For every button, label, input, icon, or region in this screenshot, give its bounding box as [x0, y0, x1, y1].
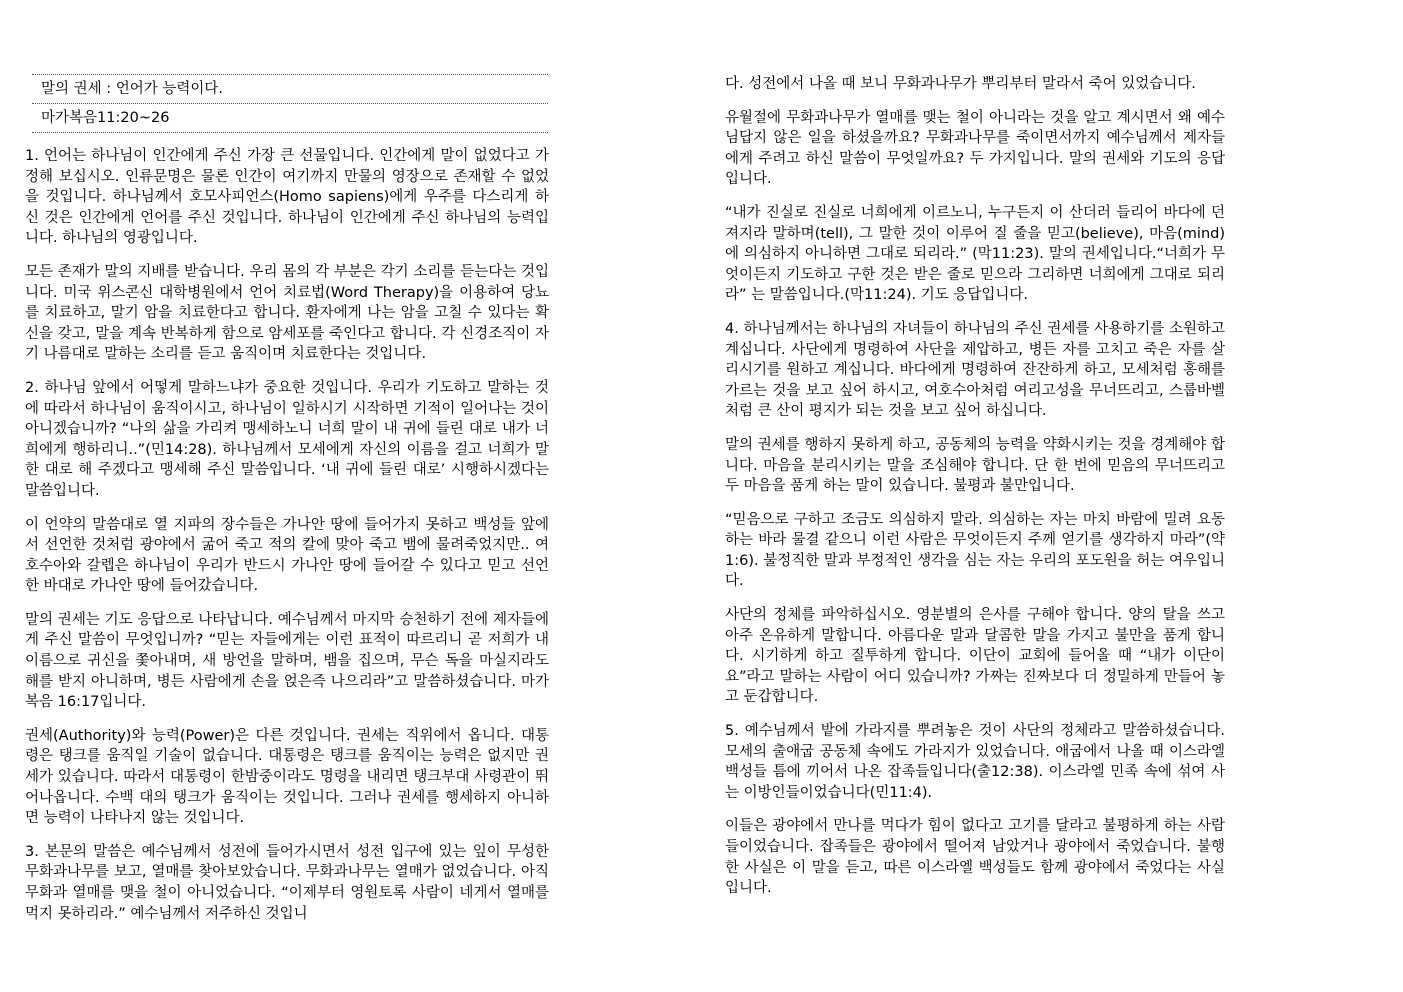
paragraph: 1. 언어는 하나님이 인간에게 주신 가장 큰 선물입니다. 인간에게 말이 없었다고 가정해 보십시오. 인류문명은 물론 인간이 여기까지 만물의 영장으로 존재할 수 없었을 것입니다. 하나님께서 호모사피언스(Homo sapiens)에게 우주를 다스리게 하신 것은 인간에게 언어를 주신 것입니다. 하나님이 인간에게 주신 하나님의 능력입니다. 하나님의 영광입니다.	[25, 148, 549, 247]
sermon-header	[32, 74, 548, 133]
paragraph: 이들은 광야에서 만나를 먹다가 힘이 없다고 고기를 달라고 불평하게 하는 사람들이었습니다. 잡족들은 광야에서 떨어져 남았거나 광야에서 죽었습니다. 불행한 사실은 이 말을 듣고, 따른 이스라엘 백성들도 함께 광야에서 죽었다는 사실입니다.	[725, 818, 1225, 897]
paragraph: 3. 본문의 말씀은 예수님께서 성전에 들어가시면서 성전 입구에 있는 잎이 무성한 무화과나무를 보고, 열매를 찾아보았습니다. 무화과나무는 열매가 없었습니다. 아직 무화과 열매를 맺을 철이 아니었습니다. “이제부터 영원토록 사람이 네게서 열매를 먹지 못하리라.” 예수님께서 저주하신 것입니	[25, 843, 549, 922]
paragraph: 권세(Authority)와 능력(Power)은 다른 것입니다. 권세는 직위에서 옵니다. 대통령은 탱크를 움직일 기술이 없습니다. 대통령은 탱크를 움직이는 능력은 없지만 권세가 있습니다. 따라서 대통령이 한밤중이라도 명령을 내리면 탱크부대 사령관이 뛰어나옵니다. 수백 대의 탱크가 움직이는 것입니다. 그러나 권세를 행세하지 아니하면 능력이 나타나지 않는 것입니다.	[25, 727, 549, 827]
left-column	[25, 146, 549, 924]
paragraph: 이 언약의 말씀대로 열 지파의 장수들은 가나안 땅에 들어가지 못하고 백성들 앞에서 선언한 것처럼 광야에서 굶어 죽고 적의 칼에 맞아 죽고 뱀에 물려죽었지만.. 여호수아와 갈렙은 하나님이 우리가 반드시 가나안 땅에 들어갈 수 있다고 믿고 선언한 바대로 가나안 땅에 들어갔습니다.	[25, 516, 549, 595]
right-column	[725, 74, 1225, 899]
paragraph: 말의 권세는 기도 응답으로 나타납니다. 예수님께서 마지막 승천하기 전에 제자들에게 주신 말씀이 무엇입니까? “믿는 자들에게는 이런 표적이 따르리니 곧 저희가 내 이름으로 귀신을 쫓아내며, 새 방언을 말하며, 뱀을 집으며, 무슨 독을 마실지라도 해를 받지 아니하며, 병든 사람에게 손을 얹은즉 나으리라”고 말씀하셨습니다. 마가복음 16:17입니다.	[25, 611, 549, 711]
paragraph: 말의 권세를 행하지 못하게 하고, 공동체의 능력을 약화시키는 것을 경계해야 합니다. 마음을 분리시키는 말을 조심해야 합니다. 단 한 번에 믿음의 무너뜨리고 두 마음을 품게 하는 말이 있습니다. 불평과 불만입니다.	[725, 436, 1225, 495]
paragraph: 유월절에 무화과나무가 열매를 맺는 철이 아니라는 것을 알고 계시면서 왜 예수님답지 않은 일을 하셨을까요? 무화과나무를 죽이면서까지 예수님께서 제자들에게 주려고 하신 말씀이 무엇일까요? 두 가지입니다. 말의 권세와 기도의 응답입니다.	[725, 109, 1225, 188]
paragraph: 다. 성전에서 나올 때 보니 무화과나무가 뿌리부터 말라서 죽어 있었습니다.	[725, 76, 1196, 92]
divider	[32, 132, 548, 133]
paragraph: 5. 예수님께서 밭에 가라지를 뿌려놓은 것이 사단의 정체라고 말씀하셨습니다. 모세의 출애굽 공동체 속에도 가라지가 있었습니다. 애굽에서 나올 때 이스라엘 백성들 틈에 끼어서 나온 잡족들입니다(출12:38). 이스라엘 민족 속에 섞여 사는 이방인들이었습니다(민11:4).	[725, 723, 1225, 801]
paragraph: “믿음으로 구하고 조금도 의심하지 말라. 의심하는 자는 마치 바람에 밀려 요동하는 바라 물결 같으니 이런 사람은 무엇이든지 주께 얻기를 생각하지 마라”(약1:6). 불정직한 말과 부정적인 생각을 심는 자는 우리의 포도원을 허는 여우입니다.	[725, 511, 1225, 590]
paragraph: 2. 하나님 앞에서 어떻게 말하느냐가 중요한 것입니다. 우리가 기도하고 말하는 것에 따라서 하나님이 움직이시고, 하나님이 일하시기 시작하면 기적이 일어나는 것이 아니겠습니까? “나의 삶을 가리켜 맹세하노니 너희 말이 내 귀에 들린 대로 내가 너희에게 행하리니..”(민14:28). 하나님께서 모세에게 자신의 이름을 걸고 너희가 말한 대로 해 주겠다고 맹세해 주신 말씀입니다. ‘내 귀에 들린 대로’ 시행하시겠다는 말씀입니다.	[25, 379, 549, 499]
paragraph: 모든 존재가 말의 지배를 받습니다. 우리 몸의 각 부분은 각기 소리를 듣는다는 것입니다. 미국 위스콘신 대학병원에서 언어 치료법(Word Therapy)을 이용하여 당뇨를 치료하고, 말기 암을 치료한다고 합니다. 환자에게 나는 암을 고칠 수 있다는 확신을 갖고, 말을 계속 반복하게 함으로 암세포를 죽인다고 합니다. 각 신경조직이 자기 나름대로 말하는 소리를 듣고 움직이며 치료한다는 것입니다.	[25, 263, 549, 363]
paragraph: 사단의 정체를 파악하십시오. 영분별의 은사를 구해야 합니다. 양의 탈을 쓰고 아주 온유하게 말합니다. 아름다운 말과 달콤한 말을 가지고 불만을 품게 합니다. 시기하게 하고 질투하게 합니다. 이단이 교회에 들어올 때 “내가 이단이요”라고 말하는 사람이 어디 있습니까? 가짜는 진짜보다 더 정밀하게 만들어 놓고 둔갑합니다.	[725, 607, 1225, 706]
paragraph: “내가 진실로 진실로 너희에게 이르노니, 누구든지 이 산더러 들리어 바다에 던져지라 말하며(tell), 그 말한 것이 이루어 질 줄을 믿고(believe), 마음(mind)에 의심하지 아니하면 그대로 되리라.” (막11:23). 말의 권세입니다.“너희가 무엇이든지 기도하고 구한 것은 받은 줄로 믿으라 그리하면 너희에게 그대로 되리라” 는 말씀입니다.(막11:24). 기도 응답입니다.	[725, 204, 1225, 304]
scripture-reference: 마가복음11:20~26	[41, 110, 170, 126]
sermon-title: 말의 권세 : 언어가 능력이다.	[41, 81, 224, 97]
paragraph: 4. 하나님께서는 하나님의 자녀들이 하나님의 주신 권세를 사용하기를 소원하고 계십니다. 사단에게 명령하여 사단을 제압하고, 병든 자를 고치고 죽은 자를 살리시기를 원하고 계십니다. 바다에게 명령하여 잔잔하게 하고, 모세처럼 홍해를 가르는 것을 보고 싶어 하시고, 여호수아처럼 여리고성을 무너뜨리고, 스룹바벨처럼 큰 산이 평지가 되는 것을 보고 싶어 하십니다.	[725, 320, 1225, 420]
